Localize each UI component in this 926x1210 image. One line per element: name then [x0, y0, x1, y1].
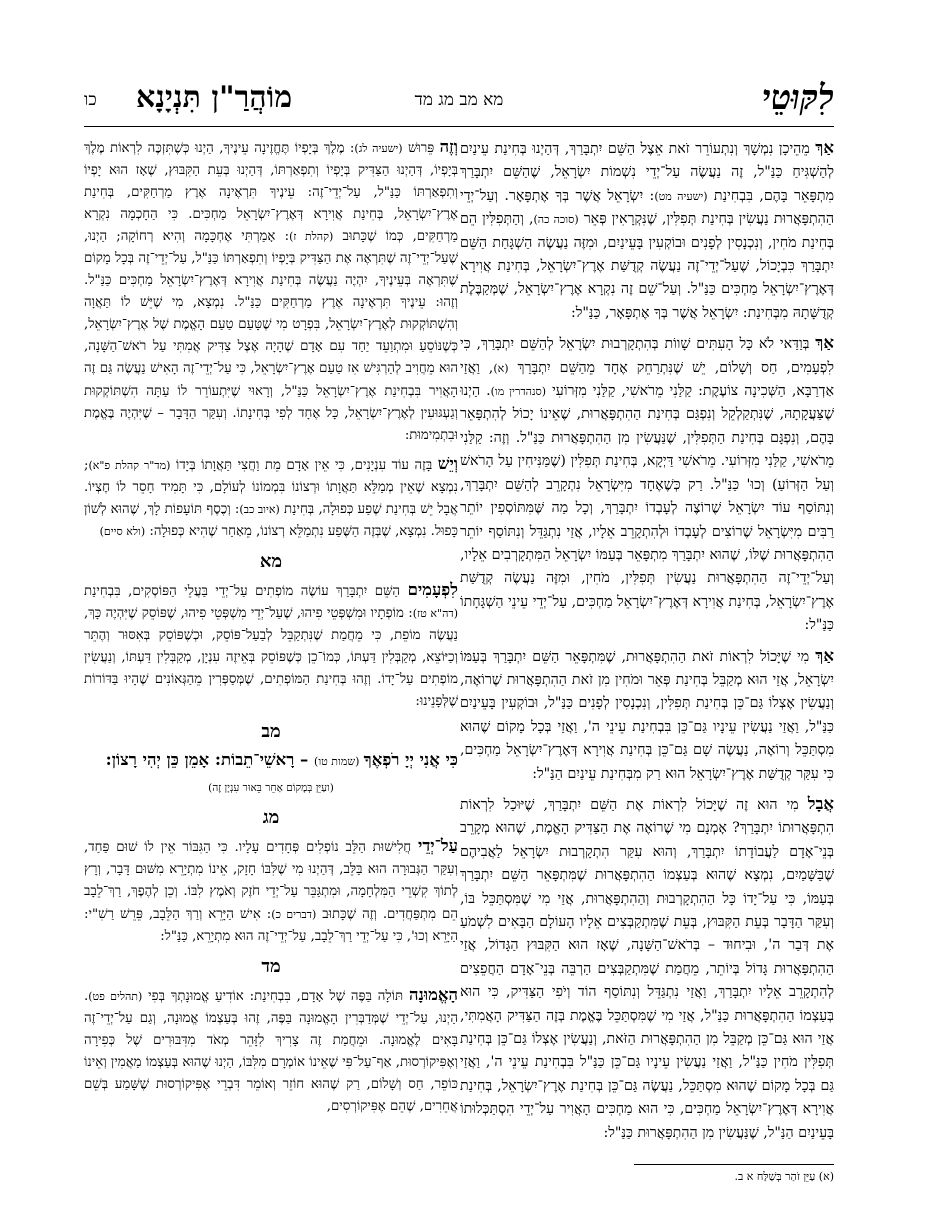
paragraph-lead-word: כִּי אֲנִי יְיָ רֹפְאֶךָ: [363, 750, 458, 770]
source-reference: (שמות טו): [314, 755, 360, 769]
paragraph-lead-word: אַךְ: [815, 333, 834, 353]
paragraph-text: – רָאשֵׁי־תֵבוֹת: אָמֵן כֵּן יְהִי רָצוֹן:: [105, 750, 315, 770]
section-number: מב: [261, 721, 281, 743]
paragraph-lead-word: אַךְ: [815, 138, 834, 157]
paragraph: [84, 984, 458, 1118]
source-reference: (תהלים פט): [88, 989, 143, 1003]
source-reference: (ישעיה מט): [654, 189, 708, 203]
paragraph-text: : יִשְׂרָאֵל אֲשֶׁר בְּךָ אֶתְפָּאָר. וְעַל־יְדֵי הַהִתְפָּאֲרוּת נַעֲשִׂין בְּחִינַת תְּפִלִּין, שֶׁנִּקְרָאִין פְּאֵר: [460, 187, 835, 228]
right-column: [460, 136, 834, 1151]
left-column: [84, 136, 458, 1124]
paragraph-lead-word: עַל־יְדֵי: [418, 836, 458, 856]
footnote-marker: (א): [493, 361, 509, 375]
paragraph-text: : אָמַרְתִּי אֶחְכָּמָה וְהִיא רְחוֹקָה; הַיְנוּ, שֶׁעַל־יְדֵי־זֶה שֶׁתִּרְאֶה אֶת הַצַּדִּיק בְּיָפְיוֹ וְתִפְאַרְתּוֹ כַּנַּ"ל, עַל־יְדֵי־זֶה בְּכָל מָקוֹם שֶׁתִּרְאֶה בְּעֵינֶיךָ, יִהְיֶה נַעֲשֶׂה בְּחִינַת אֲוִירָא דְּאֶרֶץ־יִשְׂרָאֵל מַחְכִּים כַּנַּ"ל. וְזֶהוּ: עֵינֶיךָ תִּרְאֶינָה אֶרֶץ מַרְחַקִּים כַּנַּ"ל. נִמְצָא, מִי שֶׁיֵּשׁ לוֹ תַּאֲוָה וְהִשְׁתּוֹקְקוּת לְאֶרֶץ־יִשְׂרָאֵל, בִּפְרָט מִי שֶׁטָּעַם טַעַם הָאֱמֶת שֶׁל אֶרֶץ־יִשְׂרָאֵל, כְּשֶׁנּוֹסֵעַ וּמִתְוַעֵד יַחַד עִם אָדָם שֶׁהָיָה אֶצֶל צַדִּיק אֲמִתִּי עַל רֹאשׁ־הַשָּׁנָה, הוּא מֵחֲוִיב לְהַרְגִּישׁ אִז טַעַם אֶרֶץ־יִשְׂרָאֵל, כִּי עַל־יְדֵי־זֶה הָאִישׁ נַעֲשֶׂה גַּם זֶה הָאֲוִיר בִּבְחִינַת אֶרֶץ־יִשְׂרָאֵל כַּנַּ"ל, וְרָאוּי שֶׁיִּתְעוֹרֵר לוֹ עַתָּה הִשְׁתּוֹקְקוּת וְגַעְגּוּעִין לְאֶרֶץ־יִשְׂרָאֵל, כָּל אֶחָד לְפִי בְּחִינָתוֹ. וְעִקַּר הַדָּבָר – שֶׁיִּהְיֶה בֶּאֱמֶת וּבִתְמִימוּת:: [84, 229, 458, 443]
paragraph-text: : מֶלֶךְ בְּיָפְיוֹ תֶּחֱזֶינָה עֵינֶיךָ, הַיְנוּ כְּשֶׁתִּזְכֶּה לִרְאוֹת מֶלֶךְ בְּיָפְיוֹ, דְּהַיְנוּ הַצַּדִּיק בְּיָפְיוֹ וְתִפְאַרְתּוֹ, דְּהַיְנוּ בְּעֵת הַקִּבּוּץ, שֶׁאָז הוּא יָפְיוֹ וְתִפְאַרְתּוֹ כַּנַּ"ל, עַל־יְדֵי־זֶה: עֵינֶיךָ תִּרְאֶינָה אֶרֶץ מַרְחַקִּים, בְּחִינַת אֶרֶץ־יִשְׂרָאֵל, בְּחִינַת אֲוִירָא דְּאֶרֶץ־יִשְׂרָאֵל מַחְכִּים. כִּי הַחָכְמָה נִקְרָא מַרְחַקִּים, כְּמוֹ שֶׁכָּתוּב: [84, 141, 458, 245]
section-number: מג: [262, 807, 280, 829]
header-rule: [84, 126, 834, 127]
paragraph: [460, 792, 834, 1145]
page-number: כו: [84, 90, 97, 110]
paragraph-text: מֵהֵיכָן נִמְשָׁךְ וְנִתְעוֹרֵר זֹאת אֵצֶל הַשֵּׁם יִתְבָּרַךְ, דְּהַיְנוּ בְּחִינַת עֵינַיִם לְהַשְׁגִּיחַ כַּנַּ"ל, זֶה נַעֲשֶׂה עַל־יְדֵי נִשְׁמוֹת יִשְׂרָאֵל, שֶׁהַשֵּׁם יִתְבָּרַךְ מִתְפָּאֵר בָּהֶם, בִּבְחִינַת: [460, 141, 834, 204]
paragraph-text: תּוֹלָה בַּפֶּה שֶׁל אָדָם, בִּבְחִינַת: אוֹדִיעַ אֱמוּנָתְךָ בְּפִי: [142, 988, 410, 1004]
paragraph-text: בָּזֶה עוֹד עִנְיָנִים, כִּי אֵין אָדָם מֵת וַחֲצִי תַּאֲוָתוֹ בְּיָדוֹ: [170, 457, 438, 473]
source-reference: (קהלת ז): [289, 230, 334, 244]
source-reference: (איוב כב): [239, 502, 280, 516]
source-reference: (מד"ר קהלת פ"א): [88, 458, 171, 472]
paragraph-lead-word: וְזֶה: [439, 137, 458, 156]
paragraph: [84, 136, 458, 447]
section-number: מא: [259, 550, 283, 572]
sections-range: מא מב מג מד: [414, 90, 504, 110]
paragraph-text: חֲלִישׁוּת הַלֵּב נוֹפְלִים פְּחָדִים עָלָיו. כִּי הַגִּבּוֹר אֵין לוֹ שׁוּם פַּחַד, וְעִקַּר הַגְּבוּרָה הוּא בַּלֵּב, דְּהַיְנוּ מִי שֶׁלִּבּוֹ חָזָק, אֵינוֹ מִתְיָרֵא מִשּׁוּם דָּבָר, וְרָץ לְתוֹךְ קִשְׁרֵי הַמִּלְחָמָה, וּמִתְגַּבֵּר עַל־יְדֵי חֹזֶק וְאֹמֶץ לִבּוֹ. וְכֵן לְהֶפֶךְ, רַךְ־לֵבָב הֵם מִתְפַּחֲדִים. וְזֶה שֶׁכָּתוּב: [84, 840, 458, 922]
paragraph-lead-word: וְיֵשׁ: [437, 453, 458, 473]
paragraph-text: : מוֹפְתָיו וּמִשְׁפְּטֵי פִיהוּ, שֶׁעַל־יְדֵי מִשְׁפְּטֵי פִיהוּ, שֶׁפּוֹסֵק שֶׁיִּהְיֶה כָּךְ, נַעֲשֶׂה מוֹפֵת, כִּי מֵחֲמַת שֶׁנִּתְקַבֵּל לְבַעַל־פּוֹסֵק, וּכְשֶׁפּוֹסֵק בְּאִסּוּר וְהֶתֵּר וְכַיּוֹצֵא, מְקַבְּלִין דַּעְתּוֹ, כְּמוֹ־כֵן כְּשֶׁפּוֹסֵק בְּאֵיזֶה עִנְיָן, מְקַבְּלִין דַּעְתּוֹ, וְנַעֲשִׂין מוֹפְתִים עַל־יָדוֹ. וְזֶהוּ בְּחִינַת הַמּוֹפְתִים, שֶׁמְּסַפְּרִין מֵהַגְּאוֹנִים שֶׁהָיוּ בַּדּוֹרוֹת שֶׁלְּפָנֵינוּ:: [84, 605, 458, 710]
footnote-rule: [634, 1164, 834, 1165]
paragraph-text: פֵּרוּשׁ: [402, 141, 440, 156]
paragraph-text: מִי שֶׁיָּכוֹל לִרְאוֹת זֹאת הַהִתְפָּאֲרוּת, שֶׁמִּתְפָּאֵר הַשֵּׁם יִתְבָּרַךְ בְּעַמּוֹ יִשְׂרָאֵל, אֲזַי הוּא מְקַבֵּל בְּחִינַת פְּאֵר וּמֹחִין מִן זֹאת הַהִתְפָּאֲרוּת שֶׁרוֹאֶה, וְנַעֲשִׂין אֶצְלוֹ גַּם־כֵּן בְּחִינַת תְּפִלִּין, וְנִכְנָסִין לְפָנִים כַּנַּ"ל, וּבוֹקְעִין בָּעֵינַיִם כַּנַּ"ל, וַאֲזַי נַעֲשִׂין עֵינָיו גַּם־כֵּן בִּבְחִינַת עֵינֵי ה', וַאֲזַי בְּכָל מָקוֹם שֶׁהוּא מִסְתַּכֵּל וְרוֹאֶה, נַעֲשֶׂה שָׁם גַּם־כֵּן בְּחִינַת אֲוִירָא דְּאֶרֶץ־יִשְׂרָאֵל מַחְכִּים, כִּי עִקַּר קְדֻשַּׁת אֶרֶץ־יִשְׂרָאֵל הוּא רַק מִבְּחִינַת עֵינַיִם הַנַּ"ל:: [460, 648, 834, 782]
paragraph-lead-word: אֲבָל: [807, 793, 834, 813]
paragraph-text: מִי הוּא זֶה שֶׁיָּכוֹל לִרְאוֹת אֶת הַשֵּׁם יִתְבָּרַךְ, שֶׁיּוּכַל לִרְאוֹת הִתְפָּאֲרוּתוֹ יִתְבָּרַךְ? אָמְנָם מִי שֶׁרוֹאֶה אֶת הַצַּדִּיק הָאֱמֶת, שֶׁהוּא מְקָרֵב בְּנֵי־אָדָם לַעֲבוֹדָתוֹ יִתְבָּרַךְ, וְהוּא עִקַּר הִתְקָרְבוּת יִשְׂרָאֵל לַאֲבִיהֶם שֶׁבַּשָּׁמַיִם, נִמְצָא שֶׁהוּא בְּעַצְמוֹ הַהִתְפָּאֲרוּת שֶׁמִּתְפָּאֵר הַשֵּׁם יִתְבָּרַךְ בְּעַמּוֹ, כִּי עַל־יָדוֹ כָּל הַהִתְקָרְבוּת וְהַהִתְפָּאֲרוּת, אֲזַי מִי שֶׁמִּסְתַּכֵּל בּוֹ, וְעִקַּר הַדָּבָר בְּעֵת הַקִּבּוּץ, בְּעֵת שֶׁמִּתְקַבְּצִים אֵלָיו הָעוֹלָם הַבָּאִים לִשְׁמֹעַ אֶת דְּבַר ה', וּבִיחוּד – בְּרֹאשׁ־הַשָּׁנָה, שֶׁאָז הוּא הַקִּבּוּץ הַגָּדוֹל, אֲזַי הַהִתְפָּאֲרוּת גָּדוֹל בְּיוֹתֵר, מֵחֲמַת שֶׁמִּתְקַבְּצִים הַרְבֵּה בְּנֵי־אָדָם הַחֲפֵצִים לְהִתְקָרֵב אֵלָיו יִתְבָּרַךְ, וַאֲזַי נִתְגַּדֵּל וְנִתּוֹסַף הוֹד וְיֹפִי הַצַּדִּיק, כִּי הוּא בְּעַצְמוֹ הַהִתְפָּאֲרוּת כַּנַּ"ל, אֲזַי מִי שֶׁמִּסְתַּכֵּל בֶּאֱמֶת בְּזֶה הַצַּדִּיק הָאֲמִתִּי, אֲזַי הוּא גַּם־כֵּן מְקַבֵּל מִן הַהִתְפָּאֲרוּת הַזֹּאת, וְנַעֲשִׂין אֶצְלוֹ גַּם־כֵּן בְּחִינַת תְּפִלִּין מֹחִין כַּנַּ"ל, וַאֲזַי נַעֲשִׂין עֵינָיו גַּם־כֵּן כַּנַּ"ל בִּבְחִינַת עֵינֵי ה', וַאֲזַי גַּם בְּכָל מָקוֹם שֶׁהוּא מִסְתַּכֵּל, נַעֲשֶׂה גַּם־כֵּן בְּחִינַת אֶרֶץ־יִשְׂרָאֵל, בְּחִינַת אֲוִירָא דְּאֶרֶץ־יִשְׂרָאֵל מַחְכִּים, כִּי הוּא מַחְכִּים הָאֲוִיר עַל־יְדֵי הִסְתַּכְּלוּתוֹ בָּעֵינַיִם הַנַּ"ל, שֶׁנַּעֲשִׂין מִן הַהִתְפָּאֲרוּת כַּנַּ"ל:: [460, 796, 834, 1141]
paragraph-text: הַשֵּׁם יִתְבָּרַךְ עוֹשֶׂה מוֹפְתִים עַל־יְדֵי בַּעֲלֵי הַפּוֹסְקִים, בִּבְחִינַת: [84, 583, 408, 599]
paragraph-text: , וַאֲזַי אַדְרַבָּא, הַשְּׁכִינָה צוֹעֶקֶת: קַלַּנִי מֵרֹאשִׁי, קַלַּנִי מִזְּרוֹעִי: [460, 359, 834, 400]
paragraph-text: : וְכֶסֶף תּוֹעָפוֹת לָךְ, שֶׁהוּא לְשׁוֹן כָּפוּל. נִמְצָא, שֶׁבְּזֶה הַשֶּׁפַע נִתְמַלֵּא רְצוֹנוֹ, מֵאַחַר שֶׁהִיא כְּפוּלָה:: [84, 501, 458, 539]
source-reference: (סנהדרין מו): [490, 385, 547, 399]
paragraph-text: : אִישׁ הַיָּרֵא וְרַךְ הַלֵּבָב, פֵּרֵשׁ רַשִׁ"י: הַיָּרֵא וְכוּ', כִּי עַל־יְדֵי רַךְ־לֵבָב, עַל־יְדֵי־זֶה הוּא מִתְיָרֵא, כַּנַּ"ל:: [84, 906, 458, 944]
book-title-right: לִקּוּטֵי: [761, 78, 834, 118]
paragraph-lead-word: אַךְ: [815, 645, 834, 665]
source-reference: (ישעיה לג): [354, 142, 403, 155]
paragraph-lead-word: לִפְעָמִים: [407, 579, 458, 599]
source-reference: (דברים כ): [271, 907, 317, 921]
paragraph: [460, 136, 834, 325]
paragraph: [84, 835, 458, 947]
paragraph-text: . הַיְנוּ שֶׁצַּעֲקָתָהּ, שֶׁנִּתְקַלְקֵל וְנִפְגַּם בְּחִינַת הַהִתְפָּאֲרוּת, שֶׁאֵינוֹ יָכוֹל לְהִתְפָּאֵר בָּהֶם, וְנִפְגָּם בְּחִינַת הַתְּפִלִּין, שֶׁנַּעֲשִׂין מִן הַהִתְפָּאֲרוּת כַּנַּ"ל. וְזֶה: קַלַּנִי מֵרֹאשִׁי, קַלַּנִי מִזְּרוֹעִי. מֵרֹאשִׁי דַּיְקָא, בְּחִינַת תְּפִלִּין (שֶׁמַּנִּיחִין עַל הָרֹאשׁ וְעַל הַזְּרוֹעַ) וְכוּ' כַּנַּ"ל. רַק כְּשֶׁאֶחָד מִיִּשְׂרָאֵל נִתְקָרֵב לְהַשֵּׁם יִתְבָּרַךְ, וְנִתּוֹסַף עוֹד יִשְׂרָאֵל שֶׁרוֹצֶה לְעָבְדוֹ יִתְבָּרַךְ, וְכָל מַה שֶּׁמִּתּוֹסְפִין יוֹתֵר רַבִּים מִיִּשְׂרָאֵל שֶׁרוֹצִים לְעָבְדוֹ וּלְהִתְקָרֵב אֵלָיו, אֲזַי נִתְגַּדֵּל וְנִתּוֹסַף יוֹתֵר הַהִתְפָּאֲרוּת שֶׁלּוֹ, שֶׁהוּא יִתְבָּרַךְ מִתְפָּאֵר בְּעַמּוֹ יִשְׂרָאֵל הַמִּתְקָרְבִים אֵלָיו, וְעַל־יְדֵי־זֶה הַהִתְפָּאֲרוּת נַעֲשִׂין תְּפִלִּין, מֹחִין, וּמִזֶּה נַעֲשֶׂה קְדֻשַּׁת אֶרֶץ־יִשְׂרָאֵל, בְּחִינַת אֲוִירָא דְּאֶרֶץ־יִשְׂרָאֵל מַחְכִּים, עַל־יְדֵי עֵינֵי הַשְׁגָּחָתוֹ כַּנַּ"ל:: [460, 383, 834, 634]
page-header: [84, 78, 834, 122]
paragraph: [460, 644, 834, 786]
paragraph-lead-word: הָאֱמוּנָה: [409, 984, 458, 1004]
source-reference: (דה"א טז): [412, 606, 458, 620]
paragraph: [84, 453, 458, 543]
paragraph: [460, 331, 834, 637]
paragraph: [84, 579, 458, 713]
source-reference: (סוכה כה): [533, 213, 579, 227]
paragraph-text: , וְהַתְּפִלִּין הֵם בְּחִינַת מֹחִין, וְנִכְנָסִין לְפָנִים וּבוֹקְעִין בָּעֵינַיִם, וּמִזֶּה נַעֲשֶׂה הַשְׁגָּחַת הַשֵּׁם יִתְבָּרַךְ כִּבְיָכוֹל, שֶׁעַל־יְדֵי־זֶה נַעֲשֶׂה קְדֻשַּׁת אֶרֶץ־יִשְׂרָאֵל, בְּחִינַת אֲוִירָא דְּאֶרֶץ־יִשְׂרָאֵל מַחְכִּים כַּנַּ"ל. וְעַל־שֵׁם זֶה נִקְרָא אֶרֶץ־יִשְׂרָאֵל, שֶׁמְּקַבֶּלֶת קְדֻשָּׁתָהּ מִבְּחִינַת: יִשְׂרָאֵל אֲשֶׁר בְּךָ אֶתְפָּאָר, כַּנַּ"ל:: [460, 211, 834, 321]
paragraph: [84, 749, 458, 773]
section-number: מד: [261, 955, 281, 977]
cross-reference-note: (ועַיֵּן בְּמָקוֹם אַחֵר בֵּאוּר עִנְיָן זֶה): [208, 782, 334, 795]
paragraph-text: . הַיְנוּ, עַל־יְדֵי שֶׁמְּדַבְּרִין הָאֱמוּנָה בַּפֶּה, זֶהוּ בְּעַצְמוֹ אֱמוּנָה, וְגַם עַל־יְדֵי־זֶה בָּאִים לֶאֱמוּנָה. וּמֵחֲמַת זֶה צָרִיךְ לִזָּהֵר מְאֹד מִדִּבּוּרִים שֶׁל כְּפִירָה וְאֶפִּיקוֹרְסוּת, אַף־עַל־פִּי שֶׁאֵינוֹ אוֹמְרָם מִלִּבּוֹ, הַיְנוּ שֶׁהוּא בְּעַצְמוֹ מַאֲמִין וְאֵינוֹ כּוֹפֵר, חַס וְשָׁלוֹם, רַק שֶׁהוּא חוֹזֵר וְאוֹמֵר דִּבְרֵי אֶפִּיקוֹרְסוּת שֶׁשָּׁמַע בְּשֵׁם אֲחֵרִים, שֶׁהֵם אֶפִּיקוֹרְסִים,: [84, 988, 458, 1114]
footnote: (א) עַיֵּן זֹהַר בְּשַׁלַּח א ב.: [734, 1170, 834, 1183]
source-reference: (ולא סיים): [99, 524, 146, 538]
paragraph-text: בְּוַדַּאי לֹא כָּל הָעִתִּים שָׁווֹת בְּהִתְקָרְבוּת יִשְׂרָאֵל לְהַשֵּׁם יִתְבָּרַךְ, כִּי לִפְעָמִים, חַס וְשָׁלוֹם, יֵשׁ שֶׁנִּתְרַחֵק אֶחָד מֵהַשֵּׁם יִתְבָּרַךְ: [460, 336, 835, 376]
book-title-left: מוֹהֲרַ"ן תִּנְיָנָא: [136, 80, 293, 115]
paragraph-text: ; נִמְצָא שֶׁאֵין מְמַלֵּא תַּאֲוָתוֹ וּרְצוֹנוֹ בִּמְמוֹנוֹ לְעוֹלָם, כִּי תָּמִיד חָסֵר לוֹ חֶצְיוֹ. אֲבָל יֵשׁ בְּחִינַת שֶׁפַע כְּפוּלָה, בְּחִינַת: [84, 457, 458, 517]
